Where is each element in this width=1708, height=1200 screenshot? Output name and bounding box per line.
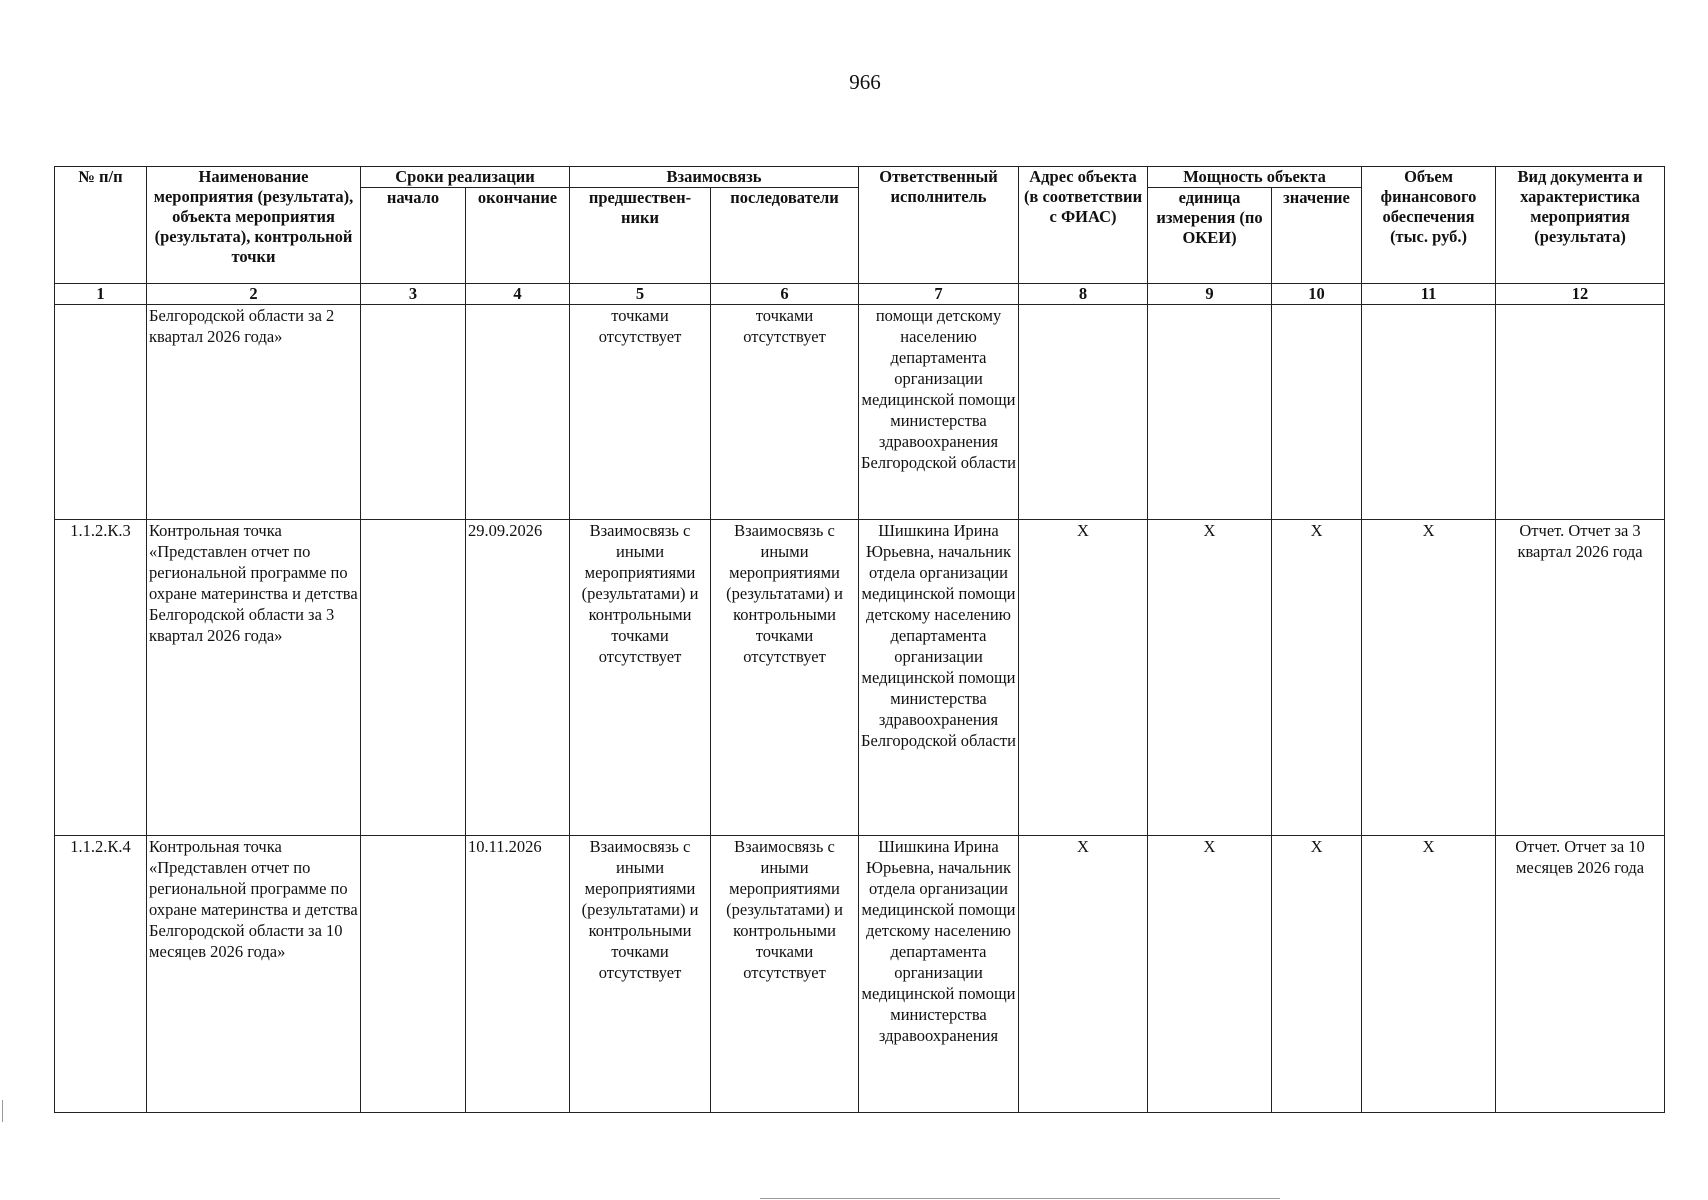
header-unit: единица измерения (по ОКЕИ) xyxy=(1148,188,1272,284)
table-row xyxy=(55,836,1665,1113)
header-link: Взаимосвязь xyxy=(570,167,859,188)
table-row xyxy=(55,305,1665,520)
column-number: 5 xyxy=(570,284,711,305)
column-number: 12 xyxy=(1496,284,1665,305)
header-name: Наименование мероприятия (результата), объекта мероприятия (результата), контрольной точки xyxy=(147,167,361,284)
column-number: 6 xyxy=(711,284,859,305)
table-row xyxy=(55,520,1665,836)
row-name: Контрольная точка «Представлен отчет по региональной программе по охране материнства и детства Белгородской области за 3 квартал 2026 года» xyxy=(147,520,361,836)
header-value: значение xyxy=(1272,188,1362,284)
column-number: 8 xyxy=(1019,284,1148,305)
header-number: № п/п xyxy=(55,167,147,284)
row-successors: Взаимосвязь с иными мероприятиями (результатами) и контрольными точками отсутствует xyxy=(711,836,859,1113)
header-end: окончание xyxy=(466,188,570,284)
row-responsible: помощи детскому населению департамента организации медицинской помощи министерства здравоохранения Белгородской области xyxy=(859,305,1019,520)
column-number: 11 xyxy=(1362,284,1496,305)
column-number: 10 xyxy=(1272,284,1362,305)
row-predecessors: точками отсутствует xyxy=(570,305,711,520)
row-number xyxy=(55,305,147,520)
row-name: Белгородской области за 2 квартал 2026 года» xyxy=(147,305,361,520)
row-responsible: Шишкина Ирина Юрьевна, начальник отдела организации медицинской помощи детскому населению департамента организации медицинской помощи министерства здравоохранения Белгородской области xyxy=(859,520,1019,836)
row-value: X xyxy=(1272,520,1362,836)
row-doc xyxy=(1496,305,1665,520)
row-unit: X xyxy=(1148,836,1272,1113)
header-terms: Сроки реализации xyxy=(361,167,570,188)
row-address: X xyxy=(1019,520,1148,836)
row-finance: X xyxy=(1362,520,1496,836)
row-successors: точками отсутствует xyxy=(711,305,859,520)
row-predecessors: Взаимосвязь с иными мероприятиями (результатами) и контрольными точками отсутствует xyxy=(570,520,711,836)
row-responsible: Шишкина Ирина Юрьевна, начальник отдела организации медицинской помощи детскому населению департамента организации медицинской помощи министерства здравоохранения xyxy=(859,836,1019,1113)
column-number: 2 xyxy=(147,284,361,305)
row-number: 1.1.2.К.3 xyxy=(55,520,147,836)
row-address xyxy=(1019,305,1148,520)
column-number: 1 xyxy=(55,284,147,305)
row-end: 29.09.2026 xyxy=(466,520,570,836)
row-number: 1.1.2.К.4 xyxy=(55,836,147,1113)
row-end: 10.11.2026 xyxy=(466,836,570,1113)
row-address: X xyxy=(1019,836,1148,1113)
scan-artifact-line xyxy=(2,1100,3,1122)
row-value: X xyxy=(1272,836,1362,1113)
row-finance xyxy=(1362,305,1496,520)
header-successors: последователи xyxy=(711,188,859,284)
column-number: 4 xyxy=(466,284,570,305)
row-value xyxy=(1272,305,1362,520)
header-responsible: Ответственный исполнитель xyxy=(859,167,1019,284)
row-start xyxy=(361,836,466,1113)
header-start: начало xyxy=(361,188,466,284)
column-number: 7 xyxy=(859,284,1019,305)
row-finance: X xyxy=(1362,836,1496,1113)
row-unit xyxy=(1148,305,1272,520)
row-unit: X xyxy=(1148,520,1272,836)
header-finance: Объем финансового обеспечения (тыс. руб.) xyxy=(1362,167,1496,284)
row-start xyxy=(361,520,466,836)
header-doc-type: Вид документа и характеристика мероприятия (результата) xyxy=(1496,167,1665,284)
header-capacity: Мощность объекта xyxy=(1148,167,1362,188)
column-number: 9 xyxy=(1148,284,1272,305)
column-number: 3 xyxy=(361,284,466,305)
row-name: Контрольная точка «Представлен отчет по региональной программе по охране материнства и детства Белгородской области за 10 месяцев 2026 года» xyxy=(147,836,361,1113)
row-end xyxy=(466,305,570,520)
plan-table xyxy=(54,166,1665,1113)
header-predecessors: предшествен-ники xyxy=(570,188,711,284)
row-doc: Отчет. Отчет за 3 квартал 2026 года xyxy=(1496,520,1665,836)
row-doc: Отчет. Отчет за 10 месяцев 2026 года xyxy=(1496,836,1665,1113)
row-start xyxy=(361,305,466,520)
page-number: 966 xyxy=(849,70,881,94)
row-successors: Взаимосвязь с иными мероприятиями (результатами) и контрольными точками отсутствует xyxy=(711,520,859,836)
row-predecessors: Взаимосвязь с иными мероприятиями (результатами) и контрольными точками отсутствует xyxy=(570,836,711,1113)
header-address: Адрес объекта (в соответствии с ФИАС) xyxy=(1019,167,1148,284)
scan-artifact-line xyxy=(760,1198,1280,1199)
